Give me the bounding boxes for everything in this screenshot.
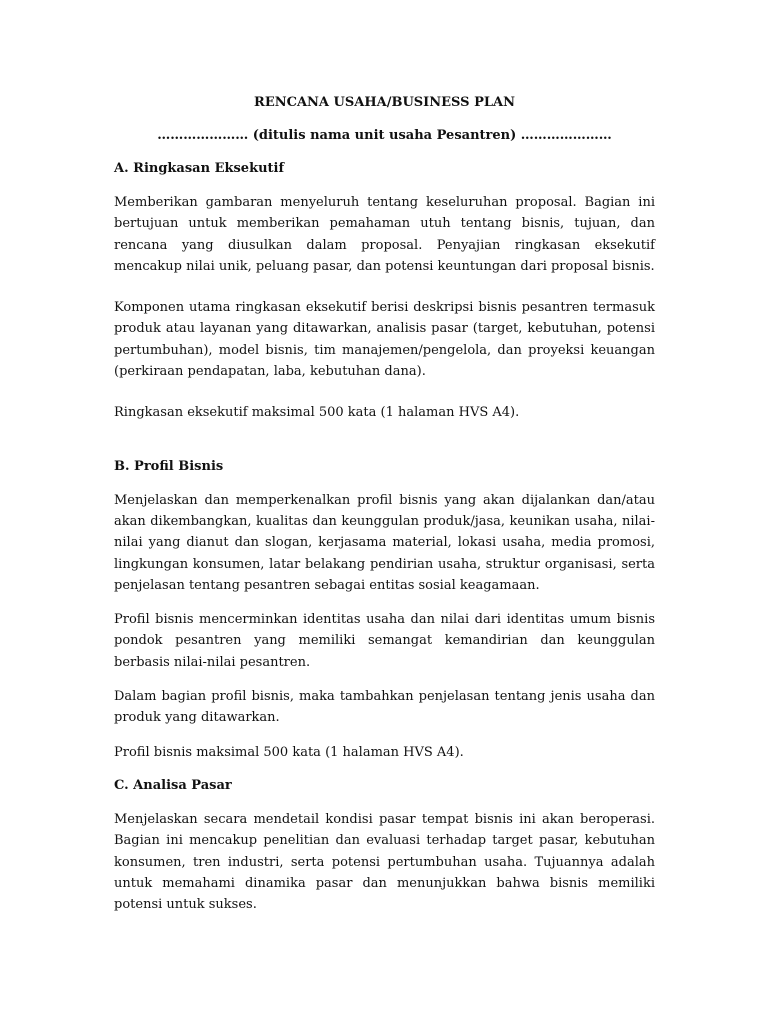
paragraph: Komponen utama ringkasan eksekutif berisi deskripsi bisnis pesantren termasuk produk atau layanan yang ditawarkan, analisis pasar (target, kebutuhan, potensi pertumbuhan), model bisnis, tim manajemen/pengelola, dan proyeksi keuangan (perkiraan pendapatan, laba, kebutuhan dana). [114, 300, 655, 380]
paragraph: Dalam bagian profil bisnis, maka tambahkan penjelasan tentang jenis usaha dan produk yang ditawarkan. [114, 689, 655, 726]
paragraph: Memberikan gambaran menyeluruh tentang keseluruhan proposal. Bagian ini bertujuan untuk memberikan pemahaman utuh tentang bisnis, tujuan, dan rencana yang diusulkan dalam proposal. Penyajian ringkasan eksekutif mencakup nilai unik, peluang pasar, dan potensi keuntungan dari proposal bisnis. [114, 195, 655, 274]
document-title: RENCANA USAHA/BUSINESS PLAN [254, 95, 515, 110]
document-page [114, 93, 655, 915]
paragraph: Ringkasan eksekutif maksimal 500 kata (1 halaman HVS A4). [114, 405, 520, 421]
document-subtitle: ………………… (ditulis nama unit usaha Pesantren) ………………… [157, 128, 612, 143]
section-heading-ringkasan-eksekutif: A. Ringkasan Eksekutif [114, 161, 285, 176]
paragraph: Profil bisnis mencerminkan identitas usaha dan nilai dari identitas umum bisnis pondok pesantren yang memiliki semangat kemandirian dan keunggulan berbasis nilai-nilai pesantren. [114, 612, 655, 670]
paragraph: Profil bisnis maksimal 500 kata (1 halaman HVS A4). [114, 744, 464, 760]
section-heading-profil-bisnis: B. Profil Bisnis [114, 458, 224, 474]
paragraph: Menjelaskan secara mendetail kondisi pasar tempat bisnis ini akan beroperasi. Bagian ini mencakup penelitian dan evaluasi terhadap target pasar, kebutuhan konsumen, tren industri, serta potensi pertumbuhan usaha. Tujuannya adalah untuk memahami dinamika pasar dan menunjukkan bahwa bisnis memiliki potensi untuk sukses. [114, 811, 655, 913]
paragraph: Menjelaskan dan memperkenalkan profil bisnis yang akan dijalankan dan/atau akan dikembangkan, kualitas dan keunggulan produk/jasa, keunikan usaha, nilai-nilai yang dianut dan slogan, kerjasama material, lokasi usaha, media promosi, lingkungan konsumen, latar belakang pendirian usaha, struktur organisasi, serta penjelasan tentang pesantren sebagai entitas sosial keagamaan. [114, 492, 655, 593]
section-heading-analisa-pasar: C. Analisa Pasar [114, 777, 232, 793]
